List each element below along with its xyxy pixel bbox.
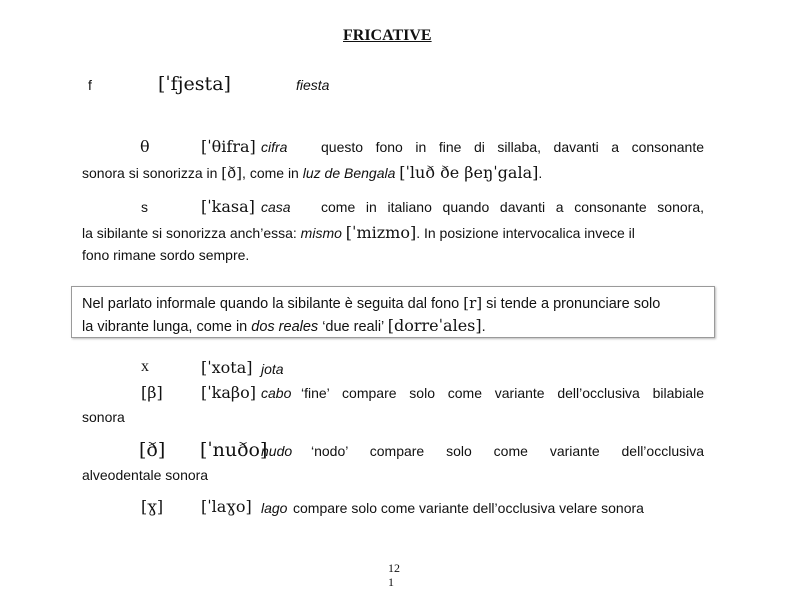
f-symbol: f xyxy=(88,77,92,93)
eth-symbol: [ð] xyxy=(139,439,166,461)
theta-desc-line2: sonora si sonorizza in [ð], come in luz de Bengala [ˈluð ðe βeŋˈgala]. xyxy=(82,163,543,182)
theta-symbol: θ xyxy=(140,137,150,156)
beta-symbol: [β] xyxy=(141,383,163,402)
eth-transcription: [ˈnuðo] xyxy=(200,439,268,461)
theta-desc-line1: questo fono in fine di sillaba, davanti a consonante xyxy=(321,139,704,155)
s-transcription: [ˈkasa] xyxy=(201,197,255,216)
s-word: casa xyxy=(261,199,291,215)
page-title: FRICATIVE xyxy=(343,27,432,44)
s-desc-line2: la sibilante si sonorizza anch’essa: mismo [ˈmizmo]. In posizione intervocalica invece il xyxy=(82,223,635,242)
eth-desc-line2: alveodentale sonora xyxy=(82,467,209,483)
beta-word: cabo xyxy=(261,385,292,401)
note-line2: la vibrante lunga, come in dos reales ‘due reali’ [dorreˈales]. xyxy=(82,316,486,335)
s-symbol: s xyxy=(141,199,148,215)
x-transcription: [ˈxota] xyxy=(201,358,253,377)
gamma-symbol: [ɣ] xyxy=(141,497,164,516)
beta-transcription: [ˈkaβo] xyxy=(201,383,256,402)
theta-word: cifra xyxy=(261,139,288,155)
f-transcription: [ˈfjesta] xyxy=(158,73,231,95)
gamma-desc-line1: compare solo come variante dell’occlusiva velare sonora xyxy=(293,500,644,516)
gamma-transcription: [ˈlaɣo] xyxy=(201,497,252,516)
eth-desc-line1: ‘nodo’ compare solo come variante dell’occlusiva xyxy=(311,443,704,459)
gamma-word: lago xyxy=(261,500,288,516)
beta-desc-line2: sonora xyxy=(82,409,125,425)
s-desc-line1: come in italiano quando davanti a consonante sonora, xyxy=(321,199,704,215)
beta-desc-line1: ‘fine’ compare solo come variante dell’occlusiva bilabiale xyxy=(301,385,704,401)
page-number: 12 1 xyxy=(388,561,400,589)
theta-transcription: [ˈθifra] xyxy=(201,137,256,156)
s-desc-line3: fono rimane sordo sempre. xyxy=(82,247,250,263)
eth-word: nudo xyxy=(261,443,293,459)
x-symbol: x xyxy=(141,358,149,375)
x-word: jota xyxy=(261,361,284,377)
note-line1: Nel parlato informale quando la sibilante è seguita dal fono [r] si tende a pronunciare solo xyxy=(82,294,661,312)
f-word: fiesta xyxy=(296,77,330,93)
